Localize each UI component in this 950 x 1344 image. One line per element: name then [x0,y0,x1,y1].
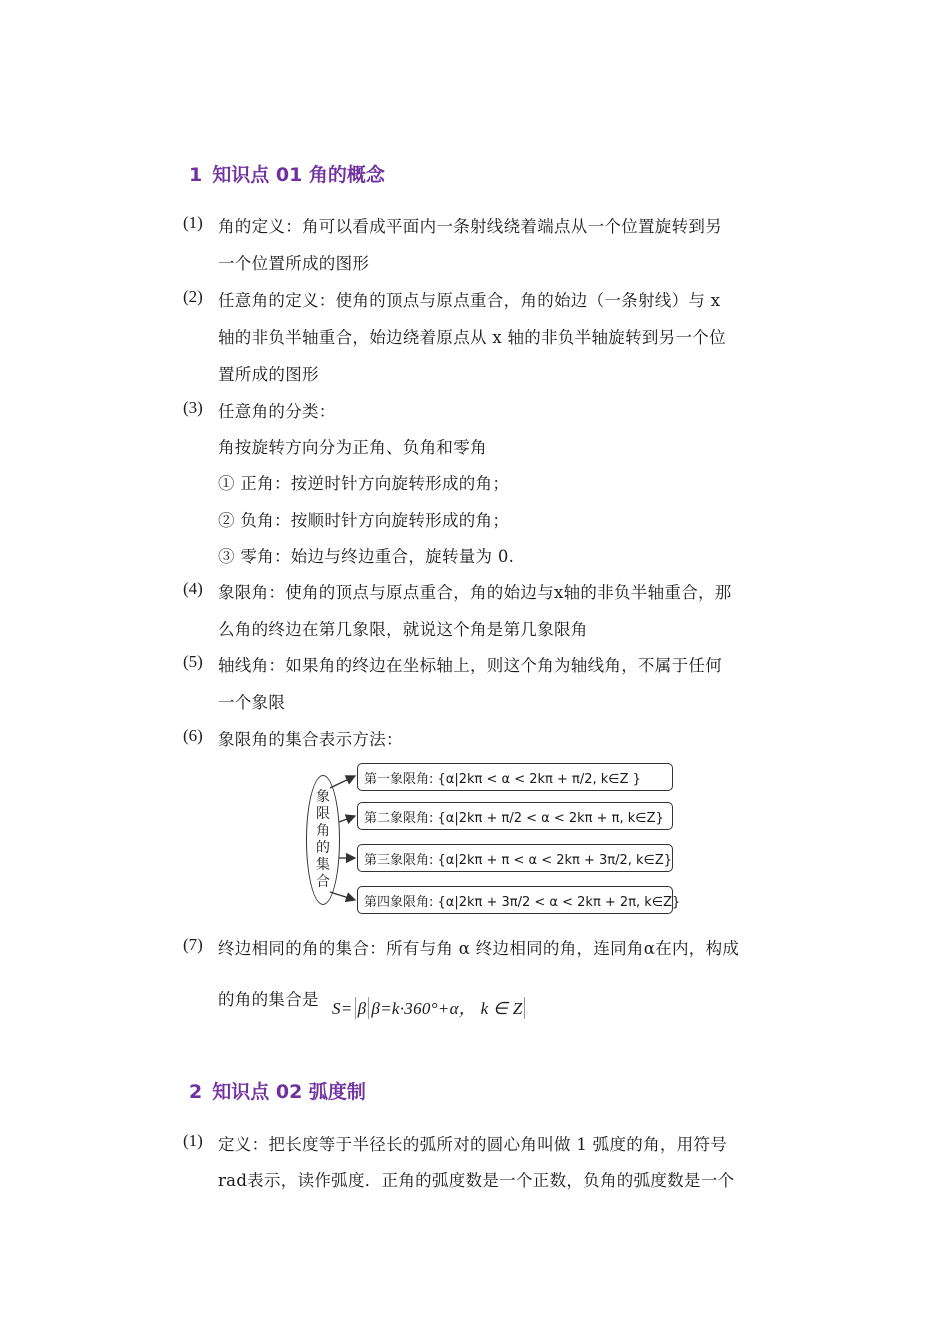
item-text-line: 置所成的图形 [218,365,319,384]
item-number: (6) [183,726,203,745]
item-number: (1) [183,213,203,232]
ellipse-char: 合 [316,874,330,890]
item-text-line: 终边相同的角的集合：所有与角 α 终边相同的角，连同角α在内，构成 [218,939,740,958]
ellipse-char: 象 [316,789,330,805]
coterminal-set-formula [332,994,527,1019]
item-text-line: 轴的非负半轴重合，始边绕着原点从 x 轴的非负半轴旋转到另一个位 [218,328,726,347]
item-text-line: 定义：把长度等于半径长的弧所对的圆心角叫做 1 弧度的角，用符号 [218,1135,728,1154]
brace-right [524,997,525,1019]
sub-item: ② 负角：按顺时针方向旋转形成的角； [218,511,510,530]
item-number: (1) [183,1131,203,1150]
section-title: 知识点 02 弧度制 [212,1081,366,1103]
item-text-line: 角按旋转方向分为正角、负角和零角 [218,438,487,457]
section-heading [189,1077,366,1104]
section-number: 2 [189,1081,203,1103]
ellipse-char: 限 [316,806,330,822]
item-number: (2) [183,287,203,306]
formula-lhs: S= [332,999,353,1018]
item-text-line: 的角的集合是 [218,990,319,1009]
item-number: (3) [183,398,203,417]
item-number: (7) [183,935,203,954]
item-number: (4) [183,579,203,598]
item-text-line: 轴线角：如果角的终边在坐标轴上，则这个角为轴线角，不属于任何 [218,656,722,675]
brace-left [355,997,356,1019]
section-title: 知识点 01 角的概念 [212,164,385,186]
item-text-line: 么角的终边在第几象限，就说这个角是第几象限角 [218,620,588,639]
quadrant-box-4: 第四象限角: {α|2kπ + 3π/2 < α < 2kπ + 2π, k∈Z} [357,886,673,914]
separator-bar [368,997,369,1019]
item-text-line: rad表示，读作弧度．正角的弧度数是一个正数，负角的弧度数是一个 [218,1171,735,1190]
item-text-line: 象限角：使角的顶点与原点重合，角的始边与x轴的非负半轴重合，那 [218,583,732,602]
formula-set-var: β [357,999,367,1018]
item-text-line: 任意角的分类： [218,402,336,421]
section-number: 1 [189,164,203,186]
item-text-line: 任意角的定义：使角的顶点与原点重合，角的始边（一条射线）与 x [218,291,721,310]
formula-condition: β=k·360°+α， k ∈ Z [371,999,523,1018]
ellipse-char: 的 [316,840,330,856]
ellipse-char: 集 [316,857,330,873]
quadrant-box-1: 第一象限角: {α|2kπ < α < 2kπ + π/2, k∈Z } [357,763,673,791]
item-text-line: 象限角的集合表示方法： [218,730,403,749]
item-text-line: 一个位置所成的图形 [218,254,370,273]
ellipse-char: 角 [316,823,330,839]
quadrant-set-label [306,775,340,905]
item-text-line: 角的定义：角可以看成平面内一条射线绕着端点从一个位置旋转到另 [218,217,722,236]
quadrant-box-3: 第三象限角: {α|2kπ + π < α < 2kπ + 3π/2, k∈Z} [357,844,673,872]
item-number: (5) [183,652,203,671]
sub-item: ③ 零角：始边与终边重合，旋转量为 0. [218,547,515,566]
sub-item: ① 正角：按逆时针方向旋转形成的角； [218,474,510,493]
quadrant-box-2: 第二象限角: {α|2kπ + π/2 < α < 2kπ + π, k∈Z} [357,802,673,830]
item-text-line: 一个象限 [218,693,286,712]
